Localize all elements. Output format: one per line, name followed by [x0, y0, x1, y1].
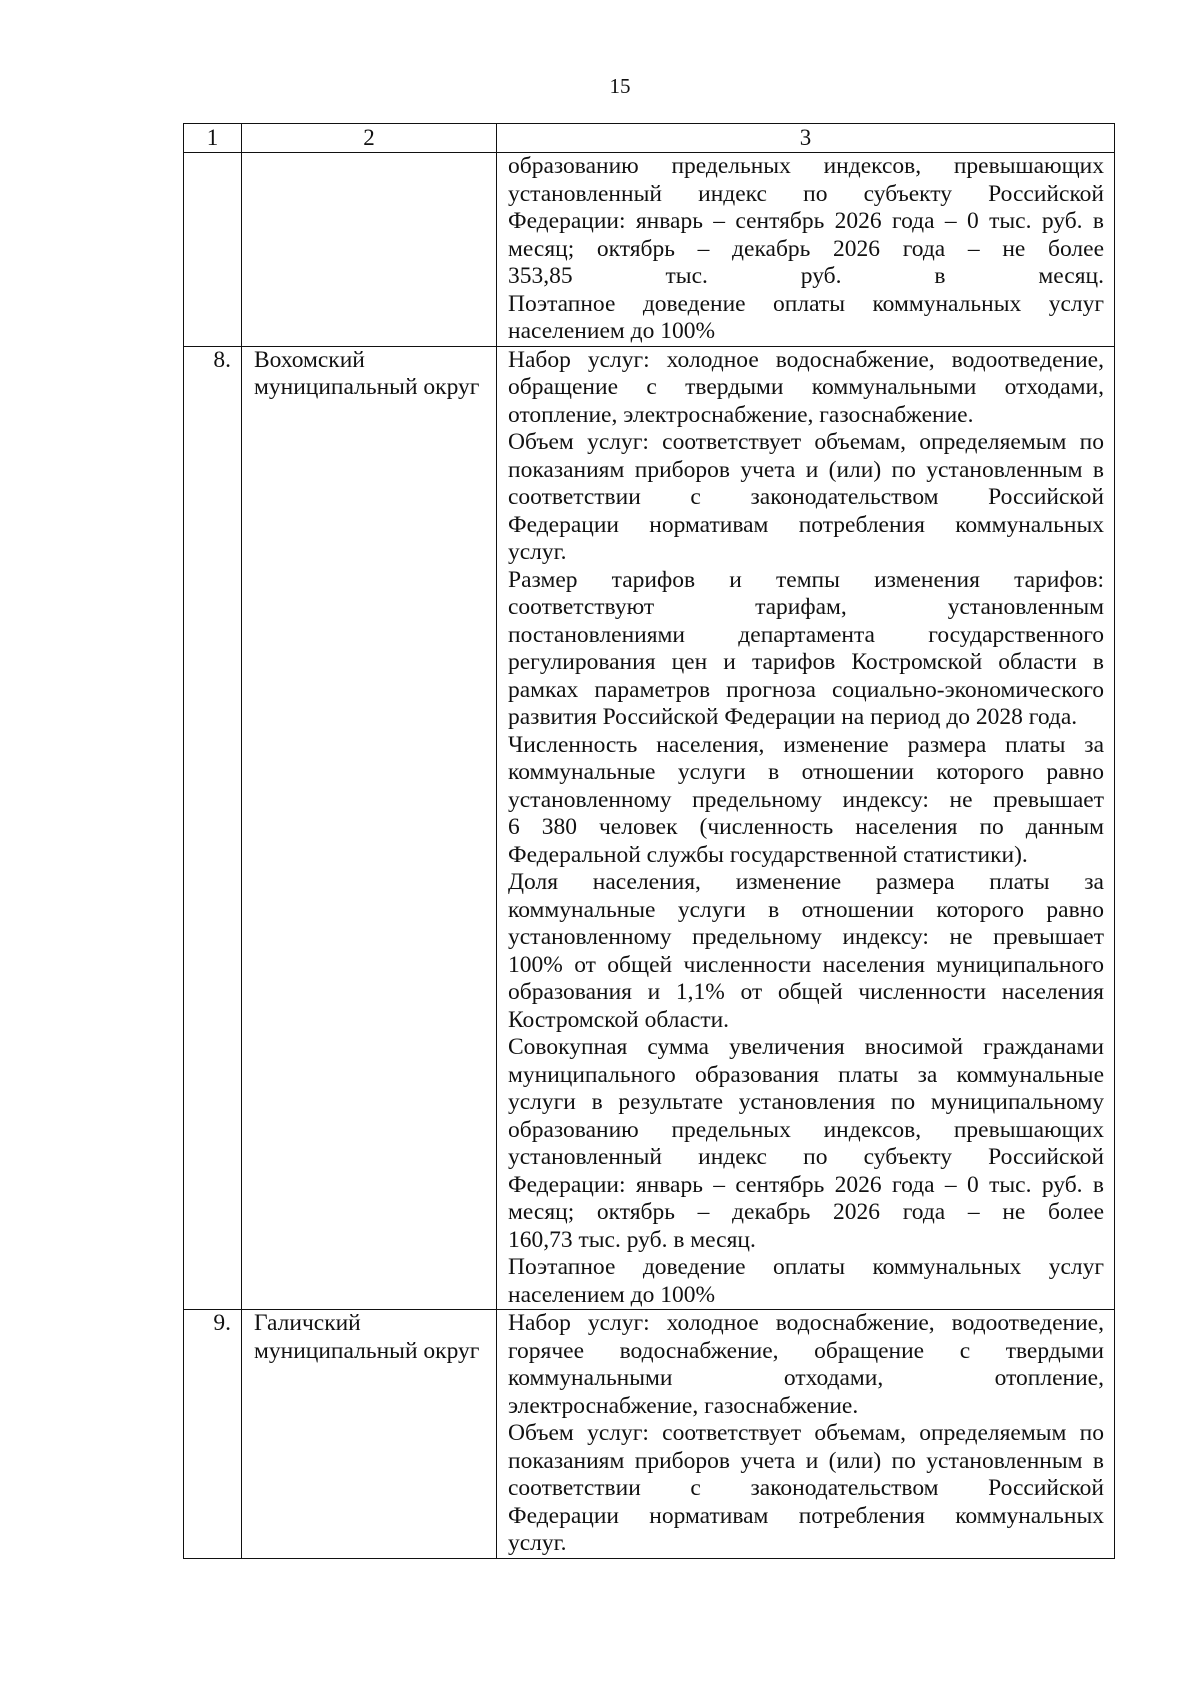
text-line: населением до 100%: [508, 1281, 716, 1308]
page-number: 15: [609, 74, 631, 98]
text-line: обращение с твердыми коммунальными отходами,: [508, 374, 1104, 400]
text-line: показаниям приборов учета и (или) по установленным в: [508, 1447, 1104, 1474]
paragraph: [508, 1034, 1104, 1254]
header-col-1: 1: [184, 124, 242, 153]
text-line: установленный индекс по субъекту Российской: [508, 180, 1104, 207]
municipality-name: Галичский муниципальный округ: [242, 1310, 497, 1559]
text-line: Федерации нормативам потребления коммунальных: [508, 511, 1104, 538]
text-line: установленному предельному индексу: не превышает: [508, 786, 1104, 813]
row-description: [497, 1310, 1115, 1559]
text-line: Набор услуг: холодное водоснабжение, водоотведение,: [508, 1310, 1104, 1336]
row-number: 9.: [184, 1310, 242, 1559]
text-line: Поэтапное доведение оплаты коммунальных услуг: [508, 1254, 1104, 1280]
paragraph: [508, 1254, 1104, 1309]
text-line: Объем услуг: соответствует объемам, определяемым по: [508, 1420, 1104, 1446]
text-line: Объем услуг: соответствует объемам, определяемым по: [508, 429, 1104, 455]
text-line: Федерации: январь – сентябрь 2026 года – 0 тыс. руб. в: [508, 208, 1104, 234]
text-line: 353,85 тыс. руб. в месяц.: [508, 263, 1104, 289]
text-line: услуги в результате установления по муниципальному: [508, 1089, 1104, 1115]
text-line: соответствуют тарифам, установленным: [508, 594, 1104, 620]
text-line: отопление, электроснабжение, газоснабжение.: [508, 401, 974, 428]
text-line: соответствии с законодательством Российской: [508, 484, 1104, 510]
continuation-text-cell: [497, 153, 1115, 347]
header-col-3: 3: [497, 124, 1115, 153]
table-header-row: [184, 124, 1115, 153]
text-line: Доля населения, изменение размера платы за: [508, 869, 1104, 895]
header-col-2: 2: [242, 124, 497, 153]
text-line: постановлениями департамента государственного: [508, 621, 1104, 648]
text-line: 160,73 тыс. руб. в месяц.: [508, 1226, 756, 1253]
text-line: соответствии с законодательством Российской: [508, 1475, 1104, 1501]
text-line: электроснабжение, газоснабжение.: [508, 1392, 859, 1419]
text-line: Набор услуг: холодное водоснабжение, водоотведение,: [508, 346, 1104, 373]
row-description: [497, 346, 1115, 1310]
text-line: Костромской области.: [508, 1006, 730, 1033]
text-line: Размер тарифов и темпы изменения тарифов:: [508, 566, 1104, 593]
text-line: услуг.: [508, 1530, 567, 1556]
text-line: месяц; октябрь – декабрь 2026 года – не более: [508, 1199, 1104, 1225]
text-line: горячее водоснабжение, обращение с твердыми: [508, 1337, 1104, 1364]
text-line: Численность населения, изменение размера платы за: [508, 731, 1104, 758]
text-line: коммунальными отходами, отопление,: [508, 1365, 1104, 1391]
paragraph: [508, 153, 1104, 346]
municipality-name: Вохомский муниципальный округ: [242, 346, 497, 1310]
paragraph: [508, 869, 1104, 1034]
text-line: населением до 100%: [508, 318, 716, 344]
text-line: развития Российской Федерации на период до 2028 года.: [508, 704, 1078, 730]
text-line: услуг.: [508, 539, 567, 565]
text-line: муниципального образования платы за коммунальные: [508, 1061, 1104, 1088]
text-line: установленный индекс по субъекту Российской: [508, 1144, 1104, 1170]
table-row-8: [184, 346, 1115, 1310]
paragraph: [508, 1420, 1104, 1558]
paragraph: [508, 1310, 1104, 1420]
continuation-name-cell: [242, 153, 497, 347]
paragraph: [508, 429, 1104, 567]
table-row-9: [184, 1310, 1115, 1559]
text-line: показаниям приборов учета и (или) по установленным в: [508, 456, 1104, 483]
text-line: образованию предельных индексов, превышающих: [508, 1116, 1104, 1143]
paragraph: [508, 567, 1104, 732]
text-line: Федерации нормативам потребления коммунальных: [508, 1502, 1104, 1529]
text-line: регулирования цен и тарифов Костромской области в: [508, 649, 1104, 675]
text-line: рамках параметров прогноза социально-экономического: [508, 676, 1104, 703]
text-line: 6 380 человек (численность населения по данным: [508, 814, 1104, 840]
text-line: установленному предельному индексу: не превышает: [508, 924, 1104, 950]
continuation-number-cell: [184, 153, 242, 347]
text-line: образованию предельных индексов, превышающих: [508, 153, 1104, 179]
paragraph: [508, 347, 1104, 430]
paragraph: [508, 732, 1104, 870]
text-line: 100% от общей численности населения муниципального: [508, 951, 1104, 978]
text-line: месяц; октябрь – декабрь 2026 года – не более: [508, 235, 1104, 262]
text-line: Совокупная сумма увеличения вносимой гражданами: [508, 1034, 1104, 1060]
text-line: Федерации: январь – сентябрь 2026 года – 0 тыс. руб. в: [508, 1171, 1104, 1198]
row-number: 8.: [184, 346, 242, 1310]
text-line: коммунальные услуги в отношении которого равно: [508, 896, 1104, 923]
text-line: Федеральной службы государственной статистики).: [508, 841, 1028, 868]
text-line: коммунальные услуги в отношении которого равно: [508, 759, 1104, 785]
table-row-continuation: [184, 153, 1115, 347]
tariff-table: [183, 123, 1115, 1559]
text-line: Поэтапное доведение оплаты коммунальных услуг: [508, 290, 1104, 317]
text-line: образования и 1,1% от общей численности населения: [508, 979, 1104, 1005]
